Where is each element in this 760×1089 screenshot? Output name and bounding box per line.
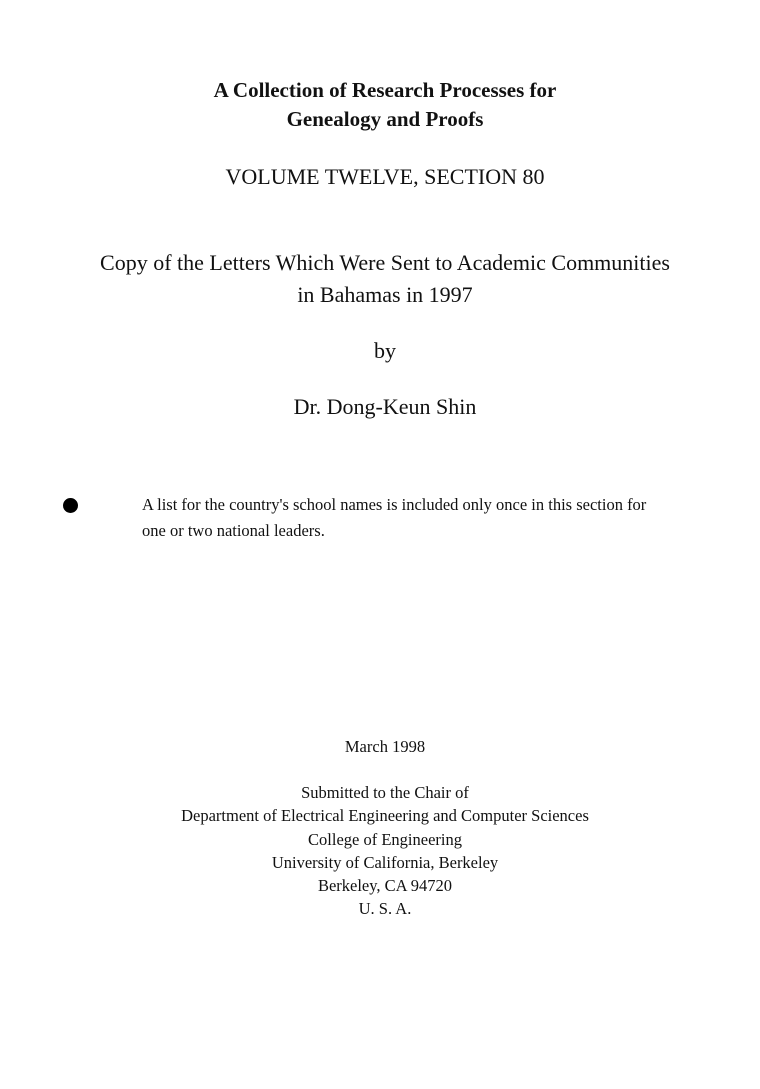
bullet-icon — [63, 498, 78, 513]
submitted-line: Submitted to the Chair of — [301, 783, 469, 802]
document-title-line-1: A Collection of Research Processes for — [213, 78, 557, 102]
author-name: Dr. Dong-Keun Shin — [293, 394, 477, 419]
university-line: University of California, Berkeley — [271, 853, 499, 872]
volume-section-heading: VOLUME TWELVE, SECTION 80 — [225, 164, 545, 189]
college-line: College of Engineering — [308, 830, 462, 849]
document-title-line-2: Genealogy and Proofs — [286, 107, 484, 131]
country-line: U. S. A. — [358, 899, 412, 918]
subtitle-line-1: Copy of the Letters Which Were Sent to Academic Communities — [100, 250, 670, 275]
bullet-note — [142, 492, 732, 544]
subtitle-line-2: in Bahamas in 1997 — [297, 282, 473, 307]
city-line: Berkeley, CA 94720 — [317, 876, 453, 895]
bullet-note-line-2: one or two national leaders. — [142, 521, 325, 540]
department-line: Department of Electrical Engineering and Computer Sciences — [181, 806, 589, 825]
bullet-note-line-1: A list for the country's school names is included only once in this section for — [142, 495, 647, 514]
date-line: March 1998 — [344, 737, 426, 756]
byline-label: by — [374, 338, 396, 363]
